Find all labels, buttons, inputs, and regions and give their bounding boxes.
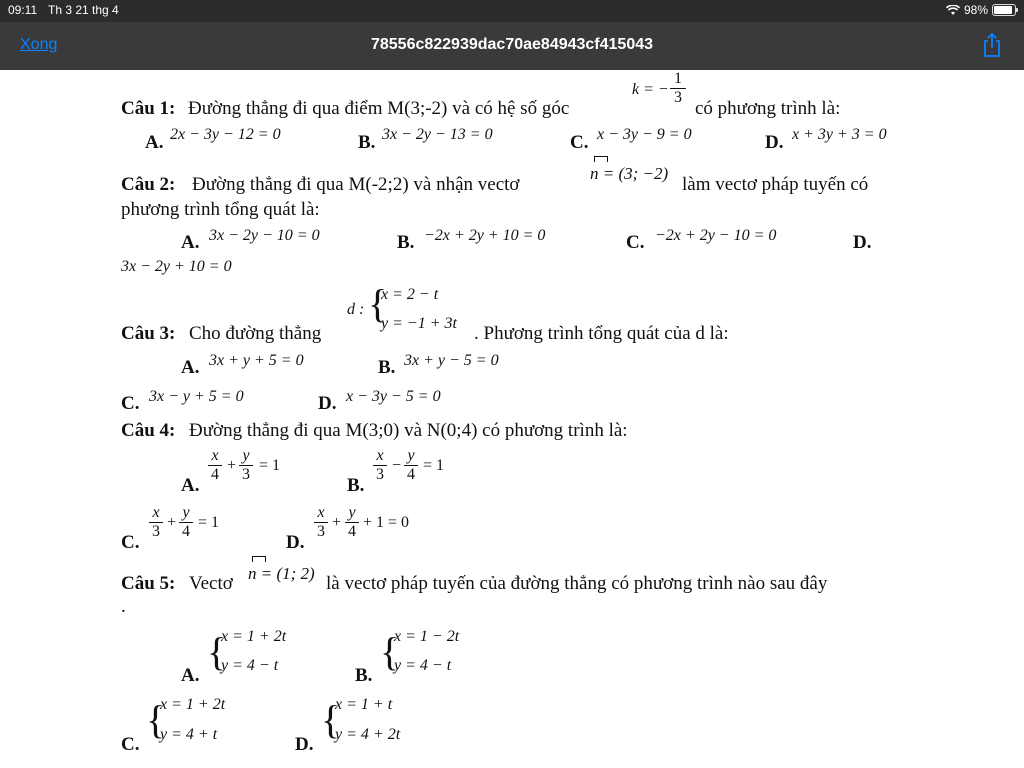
q5-d-x: x = 1 + t (335, 696, 393, 713)
done-button[interactable]: Xong (20, 36, 58, 53)
q4-a-plus: + (226, 457, 237, 474)
q5-text: Vectơ (189, 573, 233, 594)
q4-option-a: A. (181, 475, 200, 496)
q5-a-brace: { (207, 629, 227, 674)
q2-option-c-eq: −2x + 2y − 10 = 0 (655, 227, 777, 244)
status-bar (0, 0, 1024, 22)
q4-c-frac-x: $\frac{x}{3}$ (149, 504, 163, 541)
q4-a-frac-x: $\frac{x}{4}$ (208, 447, 222, 484)
q3-option-a-eq: 3x + y + 5 = 0 (209, 352, 304, 369)
q4-d-frac-x: $\frac{x}{3}$ (314, 504, 328, 541)
q1-option-c-eq: x − 3y − 9 = 0 (597, 126, 692, 143)
q4-a-frac-y: $\frac{y}{3}$ (239, 447, 253, 484)
q2-vector: n = (3; −2) (590, 164, 669, 183)
q4-option-d: D. (286, 532, 305, 553)
q3-brace: { (368, 281, 388, 326)
status-date: Th 3 21 thg 4 (48, 3, 119, 17)
q4-c-plus: + (166, 514, 177, 531)
q4-c-eq: = 1 (198, 514, 220, 531)
q4-a-eq: = 1 (259, 457, 281, 474)
q1-option-a-eq: 2x − 3y − 12 = 0 (170, 126, 281, 143)
q2-option-b: B. (397, 232, 415, 253)
q5-d-y: y = 4 + 2t (335, 726, 401, 743)
q5-label: Câu 5: (121, 573, 176, 594)
q3-option-c-eq: 3x − y + 5 = 0 (149, 388, 244, 405)
q1-option-d: D. (765, 132, 784, 153)
q2-option-b-eq: −2x + 2y + 10 = 0 (424, 227, 546, 244)
q1-k-fraction: $\frac{1}{3}$ (670, 70, 686, 107)
q4-option-c: C. (121, 532, 140, 553)
document-page[interactable] (0, 70, 1024, 768)
battery-percent: 98% (963, 3, 988, 17)
q1-text-end: có phương trình là: (695, 98, 841, 119)
q5-b-x: x = 1 − 2t (394, 628, 460, 645)
q5-option-a: A. (181, 665, 200, 686)
q4-d-eq: + 1 = 0 (363, 514, 410, 531)
q5-c-y: y = 4 + t (160, 726, 218, 743)
q3-label: Câu 3: (121, 323, 176, 344)
q4-label: Câu 4: (121, 420, 176, 441)
q2-option-d: D. (853, 232, 872, 253)
status-right (946, 3, 1016, 17)
battery-icon (992, 4, 1016, 16)
q3-system-x: x = 2 − t (381, 286, 439, 303)
q3-line-name: d : (347, 301, 365, 318)
q1-k: k = − (632, 81, 669, 98)
q1-text: Đường thẳng đi qua điểm M(3;-2) và có hệ số góc (188, 98, 570, 119)
q5-text-dot: . (121, 596, 126, 617)
q5-a-y: y = 4 − t (221, 657, 279, 674)
share-icon[interactable] (980, 32, 1004, 58)
q5-option-c: C. (121, 734, 140, 755)
q2-text: Đường thẳng đi qua M(-2;2) và nhận vectơ (192, 174, 520, 195)
q2-vector-arrow (594, 156, 608, 162)
q3-option-a: A. (181, 357, 200, 378)
q1-label: Câu 1: (121, 98, 176, 119)
q5-a-x: x = 1 + 2t (221, 628, 287, 645)
q5-b-brace: { (380, 629, 400, 674)
q4-b-minus: − (391, 457, 402, 474)
q5-option-b: B. (355, 665, 373, 686)
q2-option-a: A. (181, 232, 200, 253)
q5-vector-arrow (252, 556, 266, 562)
q5-d-brace: { (321, 697, 341, 742)
q1-option-a: A. (145, 132, 164, 153)
document-title: 78556c822939dac70ae84943cf415043 (370, 36, 654, 53)
q2-option-a-eq: 3x − 2y − 10 = 0 (209, 227, 320, 244)
q1-option-b: B. (358, 132, 376, 153)
q5-b-y: y = 4 − t (394, 657, 452, 674)
q3-system-y: y = −1 + 3t (381, 315, 457, 332)
q5-text-end: là vectơ pháp tuyến của đường thẳng có phương trình nào sau đây (326, 573, 828, 594)
q3-text-end: . Phương trình tổng quát của d là: (474, 323, 729, 344)
q4-text: Đường thẳng đi qua M(3;0) và N(0;4) có phương trình là: (189, 420, 628, 441)
q5-c-x: x = 1 + 2t (160, 696, 226, 713)
q3-option-b-eq: 3x + y − 5 = 0 (404, 352, 499, 369)
q4-d-plus: + (331, 514, 342, 531)
q3-text: Cho đường thẳng (189, 323, 322, 344)
q4-d-frac-y: $\frac{y}{4}$ (345, 504, 359, 541)
wifi-icon (946, 5, 960, 16)
q1-option-c: C. (570, 132, 589, 153)
q5-c-brace: { (146, 697, 166, 742)
q4-option-b: B. (347, 475, 365, 496)
q4-b-frac-x: $\frac{x}{3}$ (373, 447, 387, 484)
q2-option-c: C. (626, 232, 645, 253)
q3-option-d: D. (318, 393, 337, 414)
q3-option-d-eq: x − 3y − 5 = 0 (346, 388, 441, 405)
q3-option-b: B. (378, 357, 396, 378)
navigation-bar (0, 22, 1024, 70)
q2-label: Câu 2: (121, 174, 176, 195)
q2-option-d-eq: 3x − 2y + 10 = 0 (121, 258, 232, 275)
q4-b-frac-y: $\frac{y}{4}$ (404, 447, 418, 484)
q1-option-b-eq: 3x − 2y − 13 = 0 (382, 126, 493, 143)
q2-text-end: làm vectơ pháp tuyến có (682, 174, 869, 195)
q4-c-frac-y: $\frac{y}{4}$ (179, 504, 193, 541)
status-time: 09:11 (8, 3, 38, 17)
q1-option-d-eq: x + 3y + 3 = 0 (792, 126, 887, 143)
q2-text-line2: phương trình tổng quát là: (121, 199, 320, 220)
q3-option-c: C. (121, 393, 140, 414)
q4-b-eq: = 1 (423, 457, 445, 474)
q5-vector: n = (1; 2) (248, 564, 315, 583)
q5-option-d: D. (295, 734, 314, 755)
